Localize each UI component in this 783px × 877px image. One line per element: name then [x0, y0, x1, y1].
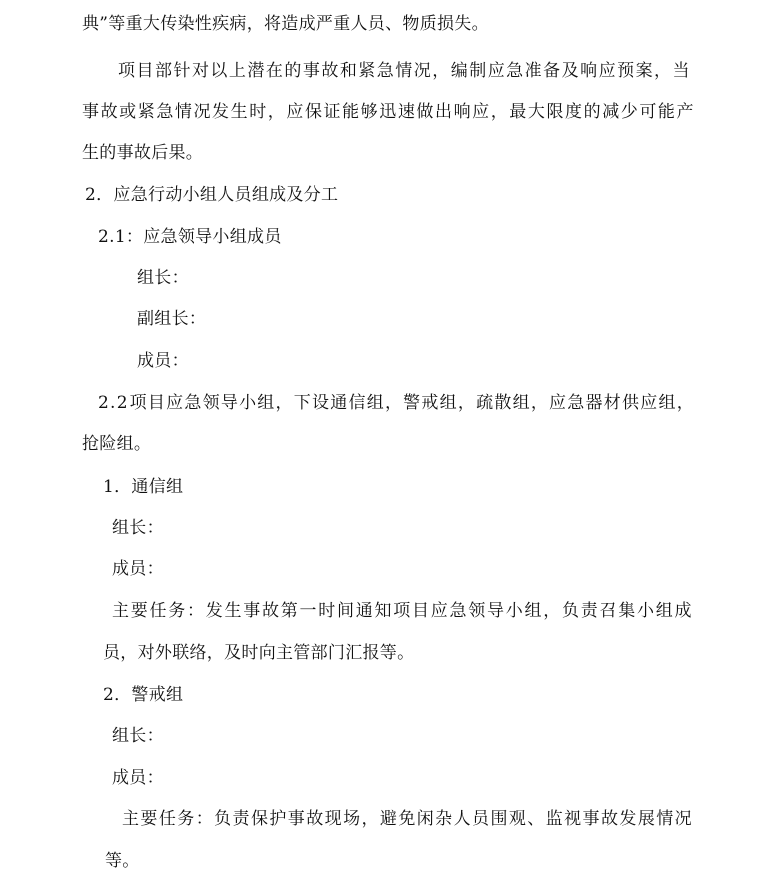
- members-label: 成员：: [112, 768, 164, 788]
- paragraph-line: 生的事故后果。: [82, 143, 204, 163]
- paragraph-line: 抢险组。: [82, 434, 152, 454]
- duty-line: 主 要 任 务 ： 发 生 事 故 第 一 时 间 通 知 项 目 应 急 领 导 小 组 ， 负 责 召 集 小 组 成: [112, 601, 692, 621]
- group-title: 1．通信组: [103, 477, 184, 497]
- deputy-leader-label: 副组长：: [137, 309, 207, 329]
- members-label: 成员：: [137, 351, 189, 371]
- leader-label: 组长：: [112, 726, 164, 746]
- duty-line: 主 要 任 务 ： 负 责 保 护 事 故 现 场 ， 避 免 闲 杂 人 员 围 观 、 监 视 事 故 发 展 情 况: [122, 809, 692, 829]
- leader-label: 组长：: [112, 518, 164, 538]
- duty-line: 等。: [105, 851, 140, 871]
- paragraph-line: 事 故 或 紧 急 情 况 发 生 时 ， 应 保 证 能 够 迅 速 做 出 响 应 ， 最 大 限 度 的 减 少 可 能 产: [82, 102, 694, 122]
- leader-label: 组长：: [137, 268, 189, 288]
- section-heading: 2．应急行动小组人员组成及分工: [85, 185, 339, 205]
- duty-line: 员，对外联络，及时向主管部门汇报等。: [103, 643, 415, 663]
- subsection-heading: 2.1：应急领导小组成员: [98, 227, 282, 247]
- paragraph-line: 2 . 2 项 目 应 急 领 导 小 组 ， 下 设 通 信 组 ， 警 戒 组 ， 疏 散 组 ， 应 急 器 材 供 应 组 ，: [98, 393, 694, 413]
- members-label: 成员：: [112, 559, 164, 579]
- paragraph-line: 典”等重大传染性疾病，将造成严重人员、物质损失。: [82, 14, 489, 34]
- paragraph-line: 项 目 部 针 对 以 上 潜 在 的 事 故 和 紧 急 情 况 ， 编 制 应 急 准 备 及 响 应 预 案 ， 当: [118, 61, 690, 81]
- group-title: 2．警戒组: [103, 685, 184, 705]
